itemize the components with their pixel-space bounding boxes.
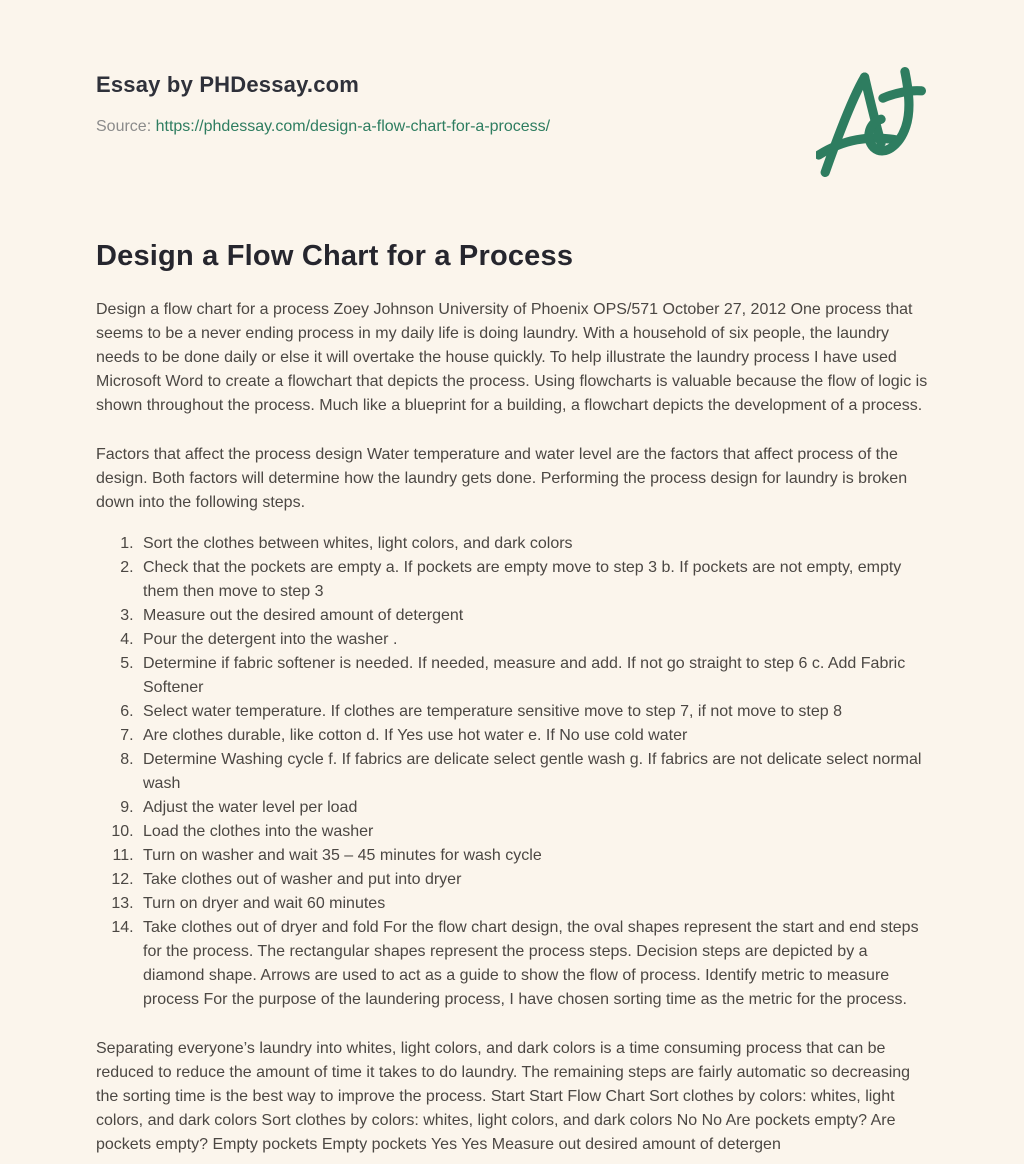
step-item: 9. Adjust the water level per load bbox=[138, 796, 928, 820]
step-item: 8. Determine Washing cycle f. If fabrics are delicate select gentle wash g. If fabrics are not delicate select normal wash bbox=[138, 748, 928, 796]
step-item: 2. Check that the pockets are empty a. If pockets are empty move to step 3 b. If pockets are not empty, empty them then move to step 3 bbox=[138, 556, 928, 604]
step-item: 4. Pour the detergent into the washer . bbox=[138, 628, 928, 652]
step-item: 10. Load the clothes into the washer bbox=[138, 820, 928, 844]
step-item: 5. Determine if fabric softener is needed. If needed, measure and add. If not go straight to step 6 c. Add Fabric Softener bbox=[138, 652, 928, 700]
factors-paragraph: Factors that affect the process design Water temperature and water level are the factors that affect process of the design. Both factors will determine how the laundry gets done. Performing the process design for laundry is broken down into the following steps. bbox=[96, 446, 908, 511]
header-text-block bbox=[96, 66, 550, 136]
step-item: 14. Take clothes out of dryer and fold For the flow chart design, the oval shapes represent the start and end steps for the process. The rectangular shapes represent the process steps. Decision steps are depicted by a diamond shape. Arrows are used to act as a guide to show the flow of process. Identify metric to measure process For the purpose of the laundering process, I have chosen sorting time as the metric for the process. bbox=[138, 916, 928, 1012]
a-plus-logo-icon bbox=[816, 66, 926, 178]
step-item: 7. Are clothes durable, like cotton d. If Yes use hot water e. If No use cold water bbox=[138, 724, 928, 748]
process-steps-list bbox=[96, 532, 928, 1012]
source-line bbox=[96, 118, 550, 136]
intro-paragraph: Design a flow chart for a process Zoey Johnson University of Phoenix OPS/571 October 27, 2012 One process that seems to be a never ending process in my daily life is doing laundry. With a household of six people, the laundry needs to be done daily or else it will overtake the house quickly. To help illustrate the laundry process I have used Microsoft Word to create a flowchart that depicts the process. Using flowcharts is valuable because the flow of logic is shown throughout the process. Much like a blueprint for a building, a flowchart depicts the development of a process. bbox=[96, 301, 928, 414]
step-item: 1. Sort the clothes between whites, light colors, and dark colors bbox=[138, 532, 928, 556]
step-item: 12. Take clothes out of washer and put into dryer bbox=[138, 868, 928, 892]
step-item: 11. Turn on washer and wait 35 – 45 minutes for wash cycle bbox=[138, 844, 928, 868]
step-item: 13. Turn on dryer and wait 60 minutes bbox=[138, 892, 928, 916]
article-title: Design a Flow Chart for a Process bbox=[96, 240, 574, 272]
site-title: Essay by PHDessay.com bbox=[96, 72, 360, 97]
source-url-link[interactable]: https://phdessay.com/design-a-flow-chart-for-a-process/ bbox=[155, 118, 551, 135]
step-item: 3. Measure out the desired amount of detergent bbox=[138, 604, 928, 628]
step-item: 6. Select water temperature. If clothes are temperature sensitive move to step 7, if not move to step 8 bbox=[138, 700, 928, 724]
page-header bbox=[96, 66, 928, 178]
closing-paragraph: Separating everyone’s laundry into whites, light colors, and dark colors is a time consuming process that can be reduced to reduce the amount of time it takes to do laundry. The remaining steps are fairly automatic so decreasing the sorting time is the best way to improve the process. Start Start Flow Chart Sort clothes by colors: whites, light colors, and dark colors Sort clothes by colors: whites, light colors, and dark colors No No Are pockets empty? Are pockets empty? Empty pockets Empty pockets Yes Yes Measure out desired amount of detergen bbox=[96, 1040, 911, 1153]
source-label: Source: bbox=[96, 118, 152, 135]
phdessay-logo bbox=[816, 66, 926, 178]
